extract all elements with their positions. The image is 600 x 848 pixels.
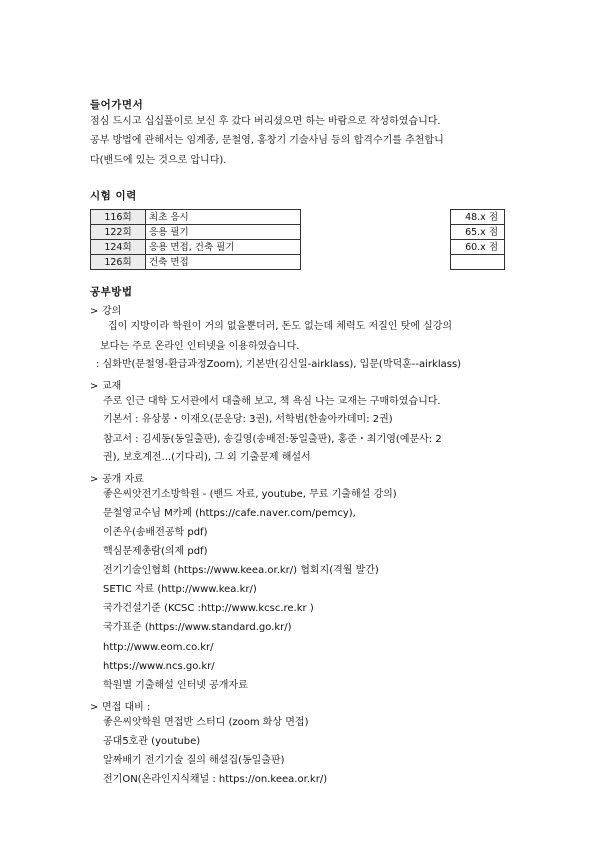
section-title: 공개 자료 <box>102 474 144 485</box>
section-title: 교재 <box>102 381 122 392</box>
material-line: 문철영교수님 M카페 (https://cafe.naver.com/pemcy), <box>103 508 356 519</box>
chevron-right-icon: > <box>90 474 99 485</box>
section-public-materials <box>90 470 144 485</box>
table-row <box>91 210 505 225</box>
desc-cell: 건축 면접 <box>146 255 301 270</box>
chevron-right-icon: > <box>90 306 99 317</box>
history-table <box>90 209 505 270</box>
spacer-cell <box>301 240 451 255</box>
intro-heading: 들어가면서 <box>90 99 144 111</box>
material-line: 학원별 기출해설 인터넷 공개자료 <box>103 680 248 691</box>
material-line: 이존우(송배전공학 pdf) <box>103 527 208 538</box>
textbook-line: 권), 보호계전...(기다리), 그 외 기출문제 해설서 <box>103 452 311 463</box>
material-line: SETIC 자료 (http://www.kea.kr/) <box>103 584 257 595</box>
desc-cell: 최초 응시 <box>146 210 301 225</box>
intro-line: 점심 드시고 십십풀이로 보신 후 갔다 버리셨으면 하는 바람으로 작성하였습니다. <box>90 116 441 127</box>
round-cell: 124회 <box>91 240 146 255</box>
round-cell: 126회 <box>91 255 146 270</box>
table-row <box>91 255 505 270</box>
material-line: http://www.eom.co.kr/ <box>103 642 214 653</box>
material-line: 국가건설기준 (KCSC :http://www.kcsc.re.kr ) <box>103 603 314 614</box>
history-heading: 시험 이력 <box>90 190 137 202</box>
spacer-cell <box>301 210 451 225</box>
interview-line: 공대5호관 (youtube) <box>103 736 201 747</box>
material-line: https://www.ncs.go.kr/ <box>103 661 215 672</box>
chevron-right-icon: > <box>90 702 99 713</box>
lecture-line: 집이 지방이라 학원이 거의 없을뿐더러, 돈도 없는데 체력도 저질인 탓에 실강의 <box>108 321 453 332</box>
chevron-right-icon: > <box>90 381 99 392</box>
round-cell: 122회 <box>91 225 146 240</box>
desc-cell: 응용 필기 <box>146 225 301 240</box>
desc-cell: 응용 면접, 건축 필기 <box>146 240 301 255</box>
material-line: 전기기술인협회 (https://www.keea.or.kr/) 협회지(격월 발간) <box>103 565 379 576</box>
textbook-line: 참고서 : 김세동(동일출판), 송길영(송배전:동일출판), 홍준・최기영(예문사: 2 <box>103 434 442 445</box>
score-cell: 60.x 점 <box>451 240 505 255</box>
spacer-cell <box>301 255 451 270</box>
section-textbook <box>90 377 121 392</box>
section-interview <box>90 698 150 713</box>
lecture-line: : 심화반(문철영-환급과정Zoom), 기본반(김신일-airklass), 입문(박덕훈--airklass) <box>96 359 462 370</box>
table-row <box>91 225 505 240</box>
textbook-line: 주로 인근 대학 도서관에서 대출해 보고, 책 욕심 나는 교재는 구매하였습니다. <box>103 396 441 407</box>
intro-line: 공부 방법에 관해서는 임계종, 문철영, 홍창기 기술사님 등의 합격수기를 추천합니 <box>90 135 444 146</box>
material-line: 좋은씨앗전기소방학원 - (밴드 자료, youtube, 무료 기출해설 강의) <box>103 489 397 500</box>
table-row <box>91 240 505 255</box>
material-line: 핵심문제총람(의제 pdf) <box>103 546 208 557</box>
intro-line: 다(밴드에 있는 것으로 압니다). <box>90 155 227 166</box>
round-cell: 116회 <box>91 210 146 225</box>
textbook-line: 기본서 : 유상봉・이재오(문운당: 3권), 서학범(한솔아카데미: 2권) <box>103 414 393 425</box>
interview-line: 좋은씨앗학원 면접반 스터디 (zoom 화상 면접) <box>103 717 309 728</box>
material-line: 국가표준 (https://www.standard.go.kr/) <box>103 622 292 633</box>
score-cell: 65.x 점 <box>451 225 505 240</box>
method-heading: 공부방법 <box>90 286 133 298</box>
score-cell: 48.x 점 <box>451 210 505 225</box>
lecture-line: 보다는 주로 온라인 인터넷을 이용하였습니다. <box>100 341 300 352</box>
section-lecture <box>90 302 121 317</box>
score-cell <box>451 255 505 270</box>
interview-line: 알짜배기 전기기술 질의 해설집(동일출판) <box>103 755 285 766</box>
section-title: 강의 <box>102 306 122 317</box>
interview-line: 전기ON(온라인지식채널 : https://on.keea.or.kr/) <box>103 774 328 785</box>
spacer-cell <box>301 225 451 240</box>
section-title: 면접 대비 : <box>102 702 151 713</box>
